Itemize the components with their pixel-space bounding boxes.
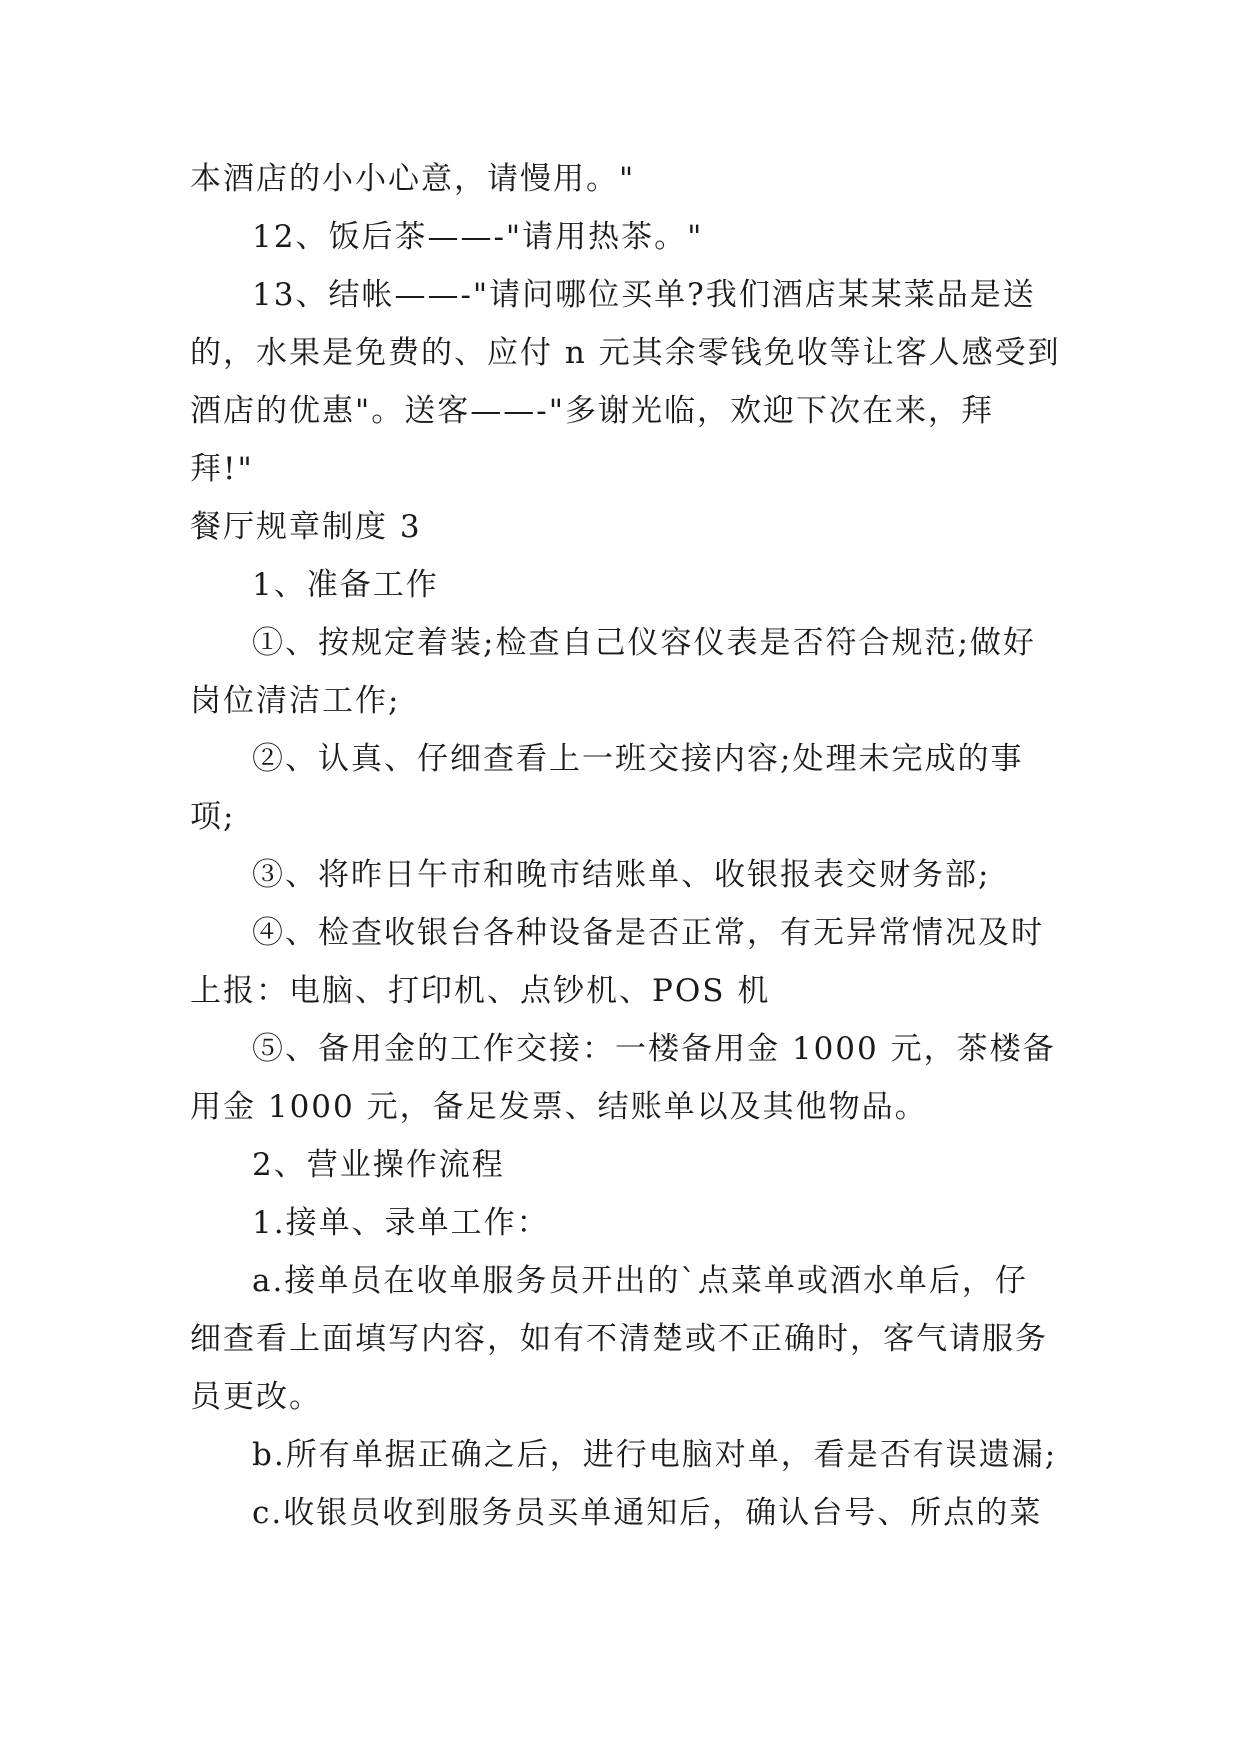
- text-line: 上报：电脑、打印机、点钞机、POS 机: [190, 973, 771, 1009]
- text-line: 岗位清洁工作;: [190, 683, 401, 719]
- text-line: 细查看上面填写内容，如有不清楚或不正确时，客气请服务: [190, 1321, 1048, 1357]
- text-line: 12、饭后茶——-"请用热茶。": [252, 219, 704, 255]
- text-line: 酒店的优惠"。送客——-"多谢光临，欢迎下次在来，拜: [190, 393, 994, 429]
- text-line: 用金 1000 元，备足发票、结账单以及其他物品。: [190, 1089, 928, 1125]
- text-line: ①、按规定着装;检查自己仪容仪表是否符合规范;做好: [252, 625, 1036, 661]
- text-line: c.收银员收到服务员买单通知后，确认台号、所点的菜: [252, 1495, 1043, 1531]
- text-line: 员更改。: [190, 1379, 322, 1415]
- text-line: 拜!": [190, 451, 254, 487]
- text-line: 13、结帐——-"请问哪位买单?我们酒店某某菜品是送: [252, 277, 1036, 313]
- text-line: ②、认真、仔细查看上一班交接内容;处理未完成的事: [252, 741, 1024, 777]
- text-line: a.接单员在收单服务员开出的`点菜单或酒水单后，仔: [252, 1263, 1028, 1299]
- document-body: [190, 150, 1061, 1542]
- text-line: 1.接单、录单工作：: [252, 1205, 550, 1241]
- text-line: 本酒店的小小心意，请慢用。": [190, 161, 636, 197]
- text-line: 的，水果是免费的、应付 n 元其余零钱免收等让客人感受到: [190, 335, 1061, 371]
- text-line: b.所有单据正确之后，进行电脑对单，看是否有误遗漏;: [252, 1437, 1058, 1473]
- text-line: ③、将昨日午市和晚市结账单、收银报表交财务部;: [252, 857, 991, 893]
- text-line: ④、检查收银台各种设备是否正常，有无异常情况及时: [252, 915, 1044, 951]
- text-line: 1、准备工作: [252, 567, 439, 603]
- text-line: 项;: [190, 799, 236, 835]
- text-line: 2、营业操作流程: [252, 1147, 505, 1183]
- text-line: 餐厅规章制度 3: [190, 509, 422, 545]
- text-line: ⑤、备用金的工作交接：一楼备用金 1000 元，茶楼备: [252, 1031, 1056, 1067]
